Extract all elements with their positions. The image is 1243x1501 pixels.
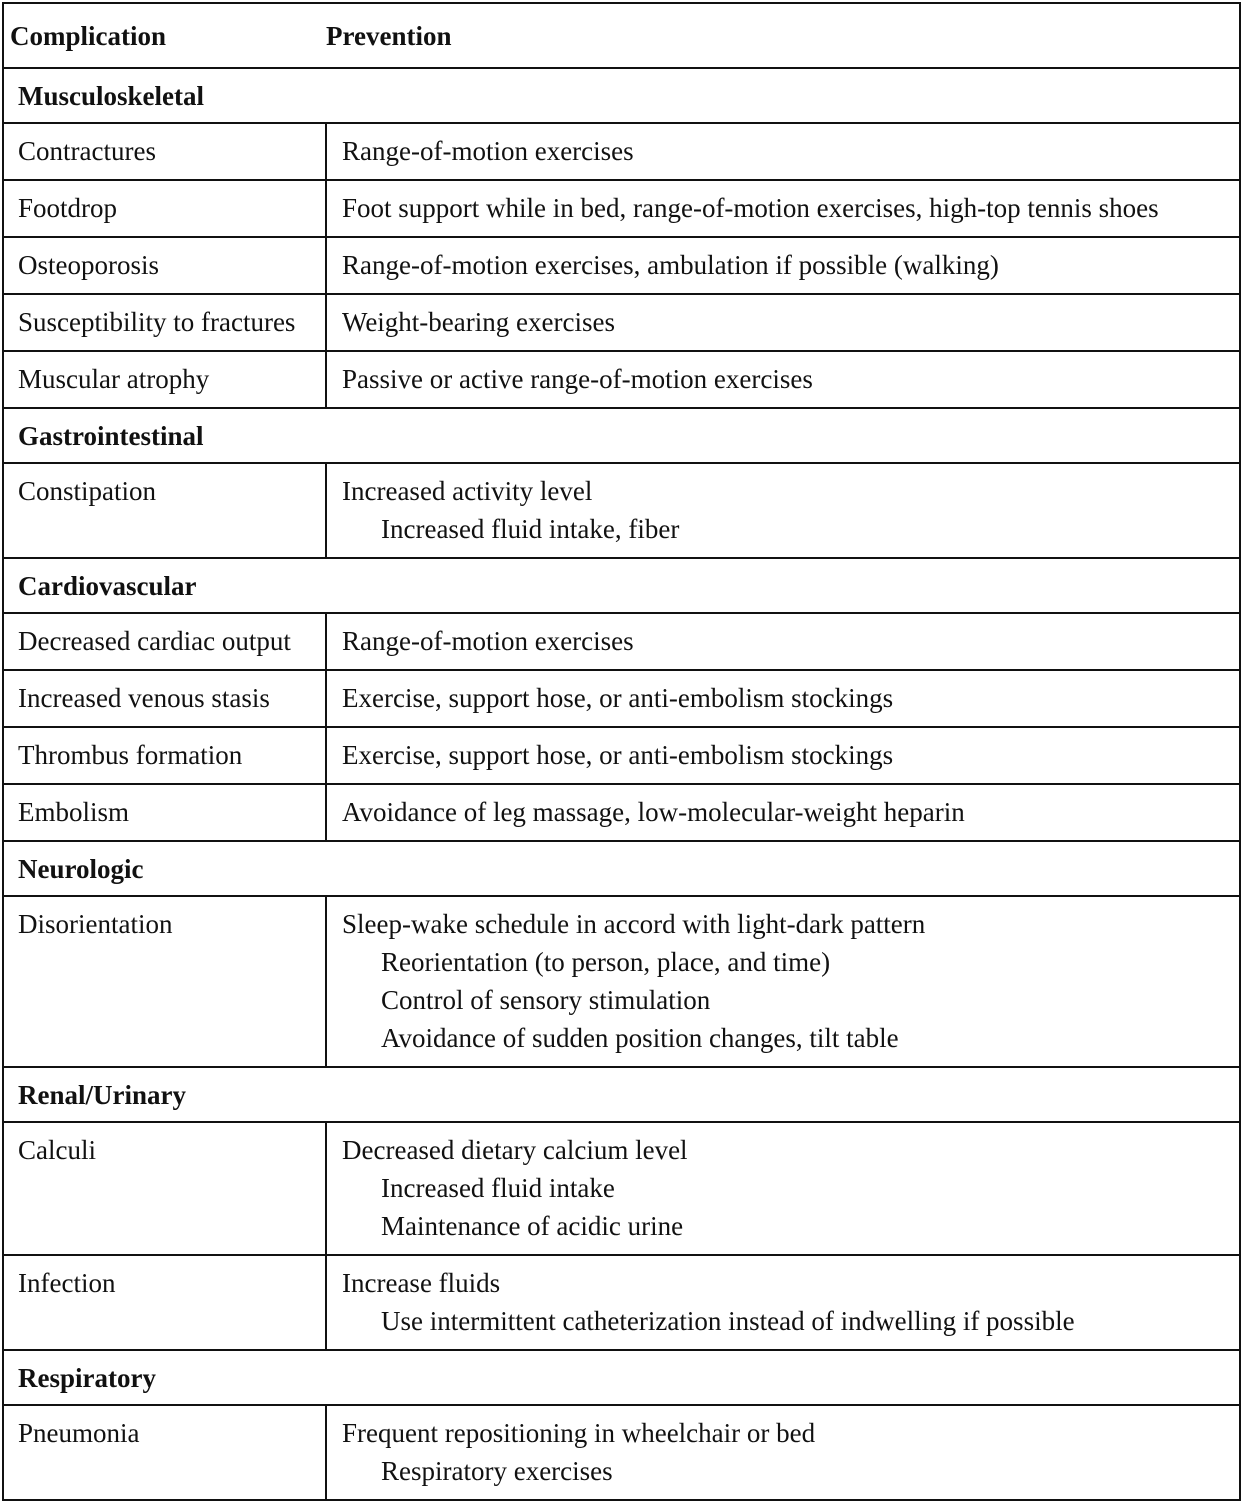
- section-header-row: [3, 1350, 1240, 1405]
- prevention-line: Increase fluids: [342, 1268, 501, 1298]
- complication-cell: Embolism: [3, 784, 326, 841]
- prevention-cell: [326, 727, 1240, 784]
- prevention-line: Exercise, support hose, or anti-embolism stockings: [342, 740, 894, 770]
- table-row: [3, 1405, 1240, 1500]
- complication-cell: Osteoporosis: [3, 237, 326, 294]
- table-row: [3, 351, 1240, 408]
- prevention-subline: Use intermittent catheterization instead of indwelling if possible: [381, 1306, 1075, 1336]
- complication-cell: Pneumonia: [3, 1405, 326, 1500]
- table-row: [3, 1122, 1240, 1255]
- complication-cell: Disorientation: [3, 896, 326, 1067]
- table-row: [3, 180, 1240, 237]
- prevention-subline: Control of sensory stimulation: [381, 985, 711, 1015]
- section-title: Gastrointestinal: [3, 408, 1240, 463]
- prevention-cell: [326, 784, 1240, 841]
- prevention-cell: [326, 1405, 1240, 1500]
- prevention-line: Exercise, support hose, or anti-embolism stockings: [342, 683, 894, 713]
- prevention-subline: Respiratory exercises: [381, 1456, 613, 1486]
- section-header-row: [3, 841, 1240, 896]
- table-row: [3, 123, 1240, 180]
- table-row: [3, 784, 1240, 841]
- table-header-row: [3, 3, 1240, 68]
- prevention-line: Sleep-wake schedule in accord with light-dark pattern: [342, 909, 926, 939]
- prevention-line: Range-of-motion exercises, ambulation if possible (walking): [342, 250, 999, 280]
- section-header-row: [3, 558, 1240, 613]
- table-row: [3, 896, 1240, 1067]
- prevention-line: Increased activity level: [342, 476, 593, 506]
- header-complication: Complication: [3, 3, 326, 68]
- prevention-cell: [326, 896, 1240, 1067]
- table-row: [3, 294, 1240, 351]
- table-row: [3, 613, 1240, 670]
- prevention-cell: [326, 294, 1240, 351]
- section-header-row: [3, 68, 1240, 123]
- complication-cell: Infection: [3, 1255, 326, 1350]
- section-title: Respiratory: [3, 1350, 1240, 1405]
- prevention-cell: [326, 670, 1240, 727]
- complication-cell: Decreased cardiac output: [3, 613, 326, 670]
- table-row: [3, 670, 1240, 727]
- section-header-row: [3, 408, 1240, 463]
- prevention-line: Decreased dietary calcium level: [342, 1135, 688, 1165]
- prevention-subline: Reorientation (to person, place, and time): [381, 947, 831, 977]
- complications-table: [2, 2, 1241, 1501]
- prevention-subline: Increased fluid intake, fiber: [381, 514, 680, 544]
- prevention-line: Foot support while in bed, range-of-motion exercises, high-top tennis shoes: [342, 193, 1159, 223]
- prevention-cell: [326, 1255, 1240, 1350]
- table-row: [3, 237, 1240, 294]
- prevention-cell: [326, 351, 1240, 408]
- prevention-cell: [326, 237, 1240, 294]
- complication-cell: Thrombus formation: [3, 727, 326, 784]
- complication-cell: Increased venous stasis: [3, 670, 326, 727]
- complication-cell: Contractures: [3, 123, 326, 180]
- section-title: Musculoskeletal: [3, 68, 1240, 123]
- complication-cell: Constipation: [3, 463, 326, 558]
- table-row: [3, 727, 1240, 784]
- prevention-cell: [326, 1122, 1240, 1255]
- prevention-cell: [326, 613, 1240, 670]
- prevention-cell: [326, 180, 1240, 237]
- prevention-line: Avoidance of leg massage, low-molecular-weight heparin: [342, 797, 965, 827]
- header-prevention: Prevention: [326, 3, 1240, 68]
- complication-cell: Calculi: [3, 1122, 326, 1255]
- prevention-subline: Avoidance of sudden position changes, tilt table: [381, 1023, 899, 1053]
- prevention-cell: [326, 463, 1240, 558]
- section-title: Neurologic: [3, 841, 1240, 896]
- prevention-line: Range-of-motion exercises: [342, 136, 634, 166]
- prevention-subline: Increased fluid intake: [381, 1173, 615, 1203]
- prevention-line: Frequent repositioning in wheelchair or bed: [342, 1418, 816, 1448]
- complication-cell: Susceptibility to fractures: [3, 294, 326, 351]
- table-row: [3, 463, 1240, 558]
- section-title: Cardiovascular: [3, 558, 1240, 613]
- prevention-line: Weight-bearing exercises: [342, 307, 615, 337]
- prevention-subline: Maintenance of acidic urine: [381, 1211, 684, 1241]
- table-row: [3, 1255, 1240, 1350]
- section-header-row: [3, 1067, 1240, 1122]
- prevention-cell: [326, 123, 1240, 180]
- prevention-line: Range-of-motion exercises: [342, 626, 634, 656]
- complication-cell: Muscular atrophy: [3, 351, 326, 408]
- section-title: Renal/Urinary: [3, 1067, 1240, 1122]
- prevention-line: Passive or active range-of-motion exercises: [342, 364, 813, 394]
- complication-cell: Footdrop: [3, 180, 326, 237]
- table-body: [3, 68, 1240, 1500]
